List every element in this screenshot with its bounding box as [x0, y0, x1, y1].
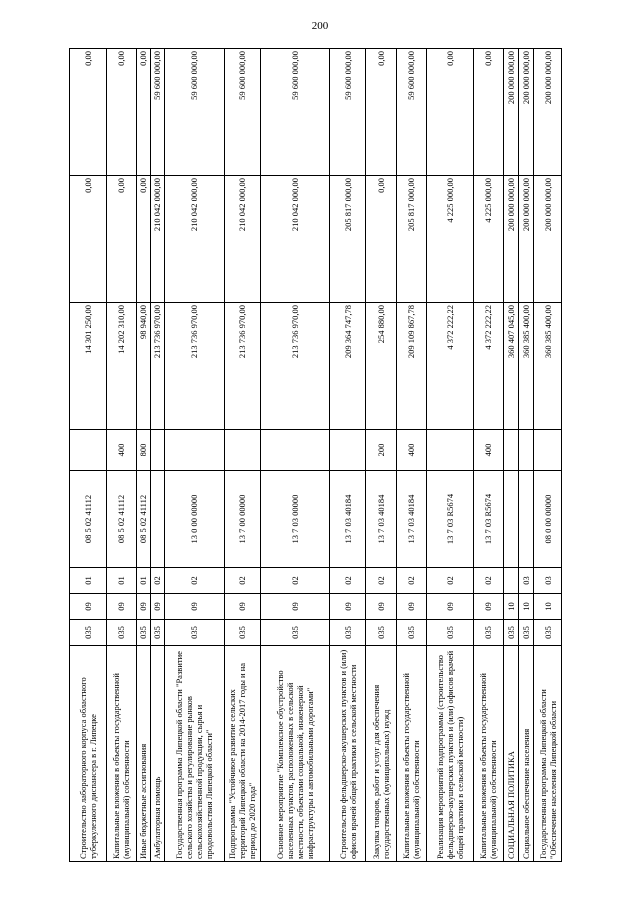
section-code-cell: 09 — [224, 594, 261, 620]
table-row — [426, 49, 473, 862]
ved-code-cell: 035 — [150, 620, 164, 646]
ved-code-cell: 035 — [518, 620, 533, 646]
amount-year1-cell: 14 202 310,00 — [106, 303, 136, 430]
amount-year3-cell: 200 000 000,00 — [534, 49, 562, 176]
row-name-cell: Капитальные вложения в объекты государственной (муниципальной) собственности — [396, 646, 426, 862]
table-row — [366, 49, 396, 862]
target-item-code-cell: 08 5 02 41112 — [70, 471, 107, 568]
amount-year1-cell: 4 372 222,22 — [426, 303, 473, 430]
row-name-cell: Иные бюджетные ассигнования — [136, 646, 150, 862]
ved-code-cell: 035 — [136, 620, 150, 646]
row-name-cell: Капитальные вложения в объекты государственной (муниципальной) собственности — [473, 646, 503, 862]
table-row — [329, 49, 366, 862]
row-name-cell: СОЦИАЛЬНАЯ ПОЛИТИКА — [503, 646, 518, 862]
row-name-cell: Основное мероприятие "Комплексное обустройство населенных пунктов, расположенных в сельской местности, объектами социальной, инженерной инфраструктуры и автомобильными дорогами" — [261, 646, 330, 862]
ved-code-cell: 035 — [534, 620, 562, 646]
amount-year3-cell: 0,00 — [426, 49, 473, 176]
expense-type-code-cell — [329, 430, 366, 471]
row-name-cell: Реализация мероприятий подпрограммы (строительство фельдшерско-акушерских пунктов и (или) офисов врачей общей практики в сельской местности) — [426, 646, 473, 862]
subsection-code-cell: 02 — [396, 568, 426, 594]
expense-type-code-cell — [503, 430, 518, 471]
expense-type-code-cell: 400 — [396, 430, 426, 471]
expense-type-code-cell — [261, 430, 330, 471]
section-code-cell: 09 — [106, 594, 136, 620]
amount-year1-cell: 360 385 400,00 — [534, 303, 562, 430]
amount-year1-cell: 98 940,00 — [136, 303, 150, 430]
amount-year3-cell: 59 600 000,00 — [224, 49, 261, 176]
amount-year3-cell: 59 600 000,00 — [261, 49, 330, 176]
section-code-cell: 09 — [366, 594, 396, 620]
section-code-cell: 09 — [261, 594, 330, 620]
expense-type-code-cell — [164, 430, 224, 471]
amount-year2-cell: 200 000 000,00 — [518, 176, 533, 303]
table-row — [106, 49, 136, 862]
expense-type-code-cell — [224, 430, 261, 471]
target-item-code-cell: 08 5 02 41112 — [106, 471, 136, 568]
amount-year2-cell: 4 225 000,00 — [473, 176, 503, 303]
ved-code-cell: 035 — [426, 620, 473, 646]
amount-year3-cell: 0,00 — [473, 49, 503, 176]
target-item-code-cell: 13 7 03 R5674 — [473, 471, 503, 568]
target-item-code-cell: 13 0 00 00000 — [164, 471, 224, 568]
amount-year2-cell: 4 225 000,00 — [426, 176, 473, 303]
subsection-code-cell: 01 — [136, 568, 150, 594]
amount-year3-cell: 59 600 000,00 — [396, 49, 426, 176]
subsection-code-cell: 03 — [518, 568, 533, 594]
budget-table — [69, 48, 562, 862]
expense-type-code-cell — [534, 430, 562, 471]
amount-year3-cell: 59 600 000,00 — [329, 49, 366, 176]
subsection-code-cell: 02 — [473, 568, 503, 594]
amount-year2-cell: 205 817 000,00 — [396, 176, 426, 303]
target-item-code-cell — [150, 471, 164, 568]
table-row — [136, 49, 150, 862]
subsection-code-cell: 03 — [534, 568, 562, 594]
amount-year2-cell: 0,00 — [106, 176, 136, 303]
amount-year3-cell: 200 000 000,00 — [503, 49, 518, 176]
target-item-code-cell: 13 7 03 40184 — [366, 471, 396, 568]
ved-code-cell: 035 — [396, 620, 426, 646]
subsection-code-cell: 02 — [329, 568, 366, 594]
amount-year1-cell: 209 109 867,78 — [396, 303, 426, 430]
amount-year3-cell: 0,00 — [70, 49, 107, 176]
row-name-cell: Строительство фельдшерско-акушерских пунктов и (или) офисов врачей общей практики в сельской местности — [329, 646, 366, 862]
expense-type-code-cell — [426, 430, 473, 471]
amount-year1-cell: 209 364 747,78 — [329, 303, 366, 430]
amount-year1-cell: 213 736 970,00 — [164, 303, 224, 430]
section-code-cell: 10 — [518, 594, 533, 620]
ved-code-cell: 035 — [70, 620, 107, 646]
subsection-code-cell: 02 — [164, 568, 224, 594]
subsection-code-cell — [503, 568, 518, 594]
target-item-code-cell — [518, 471, 533, 568]
table-row — [70, 49, 107, 862]
amount-year3-cell: 0,00 — [106, 49, 136, 176]
target-item-code-cell: 08 5 02 41112 — [136, 471, 150, 568]
amount-year3-cell: 200 000 000,00 — [518, 49, 533, 176]
ved-code-cell: 035 — [503, 620, 518, 646]
target-item-code-cell: 08 0 00 00000 — [534, 471, 562, 568]
section-code-cell: 09 — [70, 594, 107, 620]
subsection-code-cell: 01 — [70, 568, 107, 594]
table-row — [150, 49, 164, 862]
amount-year1-cell: 213 736 970,00 — [261, 303, 330, 430]
expense-type-code-cell — [150, 430, 164, 471]
row-name-cell: Закупка товаров, работ и услуг для обеспечения государственных (муниципальных) нужд — [366, 646, 396, 862]
section-code-cell: 10 — [534, 594, 562, 620]
page-number: 200 — [311, 20, 329, 32]
subsection-code-cell: 02 — [426, 568, 473, 594]
table-row — [473, 49, 503, 862]
amount-year3-cell: 0,00 — [136, 49, 150, 176]
expense-type-code-cell — [70, 430, 107, 471]
ved-code-cell: 035 — [164, 620, 224, 646]
expense-type-code-cell — [518, 430, 533, 471]
row-name-cell: Амбулаторная помощь — [150, 646, 164, 862]
amount-year2-cell: 210 042 000,00 — [150, 176, 164, 303]
table-row — [503, 49, 518, 862]
amount-year2-cell: 0,00 — [136, 176, 150, 303]
amount-year2-cell: 0,00 — [70, 176, 107, 303]
subsection-code-cell: 02 — [224, 568, 261, 594]
subsection-code-cell: 01 — [106, 568, 136, 594]
amount-year3-cell: 59 600 000,00 — [164, 49, 224, 176]
table-row — [396, 49, 426, 862]
amount-year2-cell: 210 042 000,00 — [164, 176, 224, 303]
row-name-cell: Государственная программа Липецкой области "Обеспечение населения Липецкой области — [534, 646, 562, 862]
target-item-code-cell — [503, 471, 518, 568]
table-row — [534, 49, 562, 862]
section-code-cell: 09 — [164, 594, 224, 620]
amount-year3-cell: 0,00 — [366, 49, 396, 176]
subsection-code-cell: 02 — [150, 568, 164, 594]
target-item-code-cell: 13 7 03 40184 — [396, 471, 426, 568]
amount-year1-cell: 254 880,00 — [366, 303, 396, 430]
section-code-cell: 09 — [396, 594, 426, 620]
section-code-cell: 09 — [329, 594, 366, 620]
amount-year1-cell: 14 301 250,00 — [70, 303, 107, 430]
row-name-cell: Государственная программа Липецкой области "Развитие сельского хозяйства и регулирование рынков сельскохозяйственной продукции, сырья и продовольствия Липецкой области" — [164, 646, 224, 862]
amount-year1-cell: 213 736 970,00 — [150, 303, 164, 430]
ved-code-cell: 035 — [261, 620, 330, 646]
section-code-cell: 10 — [503, 594, 518, 620]
expense-type-code-cell: 400 — [106, 430, 136, 471]
row-name-cell: Социальное обеспечение населения — [518, 646, 533, 862]
section-code-cell: 09 — [473, 594, 503, 620]
amount-year2-cell: 205 817 000,00 — [329, 176, 366, 303]
row-name-cell: Строительство лабораторного корпуса областного туберкулезного диспансера в г. Липецке — [70, 646, 107, 862]
table-row — [164, 49, 224, 862]
ved-code-cell: 035 — [329, 620, 366, 646]
subsection-code-cell: 02 — [366, 568, 396, 594]
amount-year2-cell: 210 042 000,00 — [261, 176, 330, 303]
amount-year1-cell: 360 385 400,00 — [518, 303, 533, 430]
rotated-table-container — [69, 49, 562, 862]
amount-year2-cell: 200 000 000,00 — [503, 176, 518, 303]
target-item-code-cell: 13 7 03 00000 — [261, 471, 330, 568]
table-row — [518, 49, 533, 862]
target-item-code-cell: 13 7 03 R5674 — [426, 471, 473, 568]
amount-year3-cell: 59 600 000,00 — [150, 49, 164, 176]
expense-type-code-cell: 200 — [366, 430, 396, 471]
ved-code-cell: 035 — [473, 620, 503, 646]
row-name-cell: Подпрограмма "Устойчивое развитие сельских территорий Липецкой области на 2014-2017 годы и на период до 2020 года" — [224, 646, 261, 862]
expense-type-code-cell: 400 — [473, 430, 503, 471]
ved-code-cell: 035 — [106, 620, 136, 646]
section-code-cell: 09 — [136, 594, 150, 620]
ved-code-cell: 035 — [366, 620, 396, 646]
amount-year2-cell: 210 042 000,00 — [224, 176, 261, 303]
expense-type-code-cell: 800 — [136, 430, 150, 471]
table-row — [261, 49, 330, 862]
section-code-cell: 09 — [426, 594, 473, 620]
amount-year1-cell: 213 736 970,00 — [224, 303, 261, 430]
target-item-code-cell: 13 7 00 00000 — [224, 471, 261, 568]
amount-year1-cell: 4 372 222,22 — [473, 303, 503, 430]
amount-year1-cell: 360 407 045,00 — [503, 303, 518, 430]
table-row — [224, 49, 261, 862]
amount-year2-cell: 200 000 000,00 — [534, 176, 562, 303]
ved-code-cell: 035 — [224, 620, 261, 646]
target-item-code-cell: 13 7 03 40184 — [329, 471, 366, 568]
section-code-cell: 09 — [150, 594, 164, 620]
budget-table-body — [70, 49, 562, 862]
amount-year2-cell: 0,00 — [366, 176, 396, 303]
subsection-code-cell: 02 — [261, 568, 330, 594]
row-name-cell: Капитальные вложения в объекты государственной (муниципальной) собственности — [106, 646, 136, 862]
